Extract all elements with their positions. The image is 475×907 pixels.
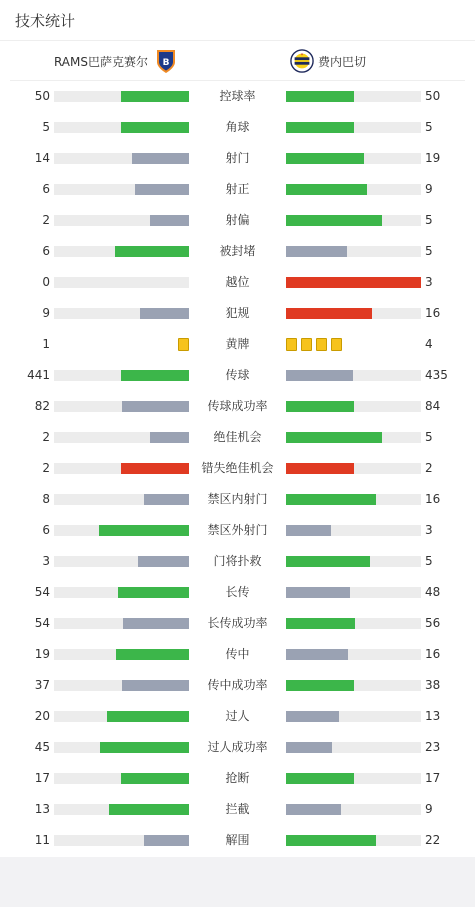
home-bar [150, 215, 189, 226]
away-bar-track [286, 246, 421, 257]
away-bar-track [286, 711, 421, 722]
away-value: 16 [425, 306, 441, 320]
home-yellow-cards [178, 338, 189, 351]
home-value: 11 [34, 833, 50, 847]
team-header [10, 41, 465, 81]
home-value: 6 [42, 182, 50, 196]
stat-label: 长传 [225, 585, 250, 599]
stat-label: 越位 [225, 275, 250, 289]
home-value: 3 [42, 554, 50, 568]
home-bar-track [54, 525, 189, 536]
home-bar-track [54, 773, 189, 784]
home-value: 2 [42, 213, 50, 227]
away-bar-track [286, 835, 421, 846]
stat-label: 错失绝佳机会 [201, 461, 274, 475]
stat-row [0, 360, 475, 391]
stat-label: 拦截 [225, 802, 250, 816]
home-bar-track [54, 463, 189, 474]
stat-label: 控球率 [219, 89, 256, 103]
away-bar-track [286, 742, 421, 753]
section-title: 技术统计 [15, 12, 76, 30]
yellow-card-icon [286, 338, 297, 351]
home-bar-track [54, 370, 189, 381]
home-bar-track [54, 804, 189, 815]
stat-label: 射正 [225, 182, 250, 196]
away-value: 16 [425, 647, 441, 661]
away-value: 9 [425, 182, 433, 196]
away-bar [286, 122, 354, 133]
stat-row [0, 484, 475, 515]
fenerbahce-crest-icon [290, 48, 314, 74]
stat-row [0, 298, 475, 329]
home-bar-track [54, 680, 189, 691]
away-bar [286, 370, 353, 381]
away-bar-track [286, 773, 421, 784]
stat-label: 被封堵 [219, 244, 256, 258]
home-bar [121, 122, 189, 133]
away-value: 5 [425, 244, 433, 258]
stat-row [0, 453, 475, 484]
stat-row [0, 670, 475, 701]
home-bar [99, 525, 189, 536]
yellow-card-icon [178, 338, 189, 351]
home-bar-track [54, 494, 189, 505]
away-bar [286, 773, 354, 784]
away-value: 3 [425, 275, 433, 289]
stat-row [0, 391, 475, 422]
away-bar [286, 587, 350, 598]
home-bar-track [54, 649, 189, 660]
stat-row [0, 174, 475, 205]
away-bar-track [286, 401, 421, 412]
away-team[interactable] [290, 41, 366, 81]
away-value: 435 [425, 368, 448, 382]
stat-label: 门将扑救 [213, 554, 262, 568]
home-bar [121, 370, 189, 381]
stat-row [0, 236, 475, 267]
away-value: 19 [425, 151, 441, 165]
away-yellow-cards [286, 338, 342, 351]
away-bar [286, 804, 341, 815]
away-bar-track [286, 463, 421, 474]
home-bar-track [54, 742, 189, 753]
away-bar-track [286, 587, 421, 598]
home-bar-track [54, 246, 189, 257]
stat-row [0, 608, 475, 639]
yellow-card-icon [331, 338, 342, 351]
yellow-card-icon [301, 338, 312, 351]
away-bar [286, 277, 421, 288]
away-bar-track [286, 525, 421, 536]
away-bar-track [286, 649, 421, 660]
away-bar [286, 401, 354, 412]
home-team[interactable] [54, 41, 178, 81]
home-bar [109, 804, 189, 815]
away-value: 16 [425, 492, 441, 506]
home-bar [150, 432, 189, 443]
away-bar [286, 742, 332, 753]
home-bar [132, 153, 189, 164]
home-bar-track [54, 308, 189, 319]
home-bar [122, 401, 189, 412]
home-team-name: RAMS巴萨克赛尔 [53, 54, 148, 69]
away-bar-track [286, 277, 421, 288]
home-value: 6 [42, 523, 50, 537]
stat-row [0, 81, 475, 112]
stat-label: 抢断 [225, 771, 250, 785]
home-bar-track [54, 835, 189, 846]
home-bar [107, 711, 189, 722]
away-value: 2 [425, 461, 433, 475]
home-bar-track [54, 432, 189, 443]
home-value: 13 [34, 802, 50, 816]
home-bar [135, 184, 189, 195]
home-value: 6 [42, 244, 50, 258]
away-bar [286, 680, 354, 691]
away-bar-track [286, 804, 421, 815]
stat-row [0, 267, 475, 298]
home-value: 20 [34, 709, 50, 723]
home-value: 45 [34, 740, 50, 754]
home-bar-track [54, 122, 189, 133]
stat-label: 绝佳机会 [213, 430, 262, 444]
stat-label: 禁区外射门 [207, 523, 268, 537]
home-value: 9 [42, 306, 50, 320]
home-value: 50 [34, 89, 50, 103]
away-bar-track [286, 556, 421, 567]
stat-row [0, 577, 475, 608]
home-value: 14 [34, 151, 50, 165]
home-value: 1 [42, 337, 50, 351]
home-bar-track [54, 153, 189, 164]
away-value: 4 [425, 337, 433, 351]
away-value: 17 [425, 771, 441, 785]
home-value: 8 [42, 492, 50, 506]
stat-row [0, 205, 475, 236]
stat-label: 射偏 [225, 213, 250, 227]
away-bar-track [286, 680, 421, 691]
home-bar-track [54, 587, 189, 598]
away-team-name: 费内巴切 [318, 54, 367, 69]
away-bar [286, 618, 355, 629]
stat-label: 犯规 [225, 306, 250, 320]
stat-label: 射门 [225, 151, 250, 165]
stat-row [0, 794, 475, 825]
home-bar [118, 587, 189, 598]
away-bar-track [286, 122, 421, 133]
away-bar [286, 184, 367, 195]
stat-row [0, 639, 475, 670]
stat-row [0, 546, 475, 577]
home-bar-track [54, 711, 189, 722]
home-value: 54 [34, 616, 50, 630]
stat-label: 禁区内射门 [207, 492, 268, 506]
home-bar-track [54, 618, 189, 629]
away-value: 56 [425, 616, 441, 630]
stat-row [0, 143, 475, 174]
stat-label: 传中 [225, 647, 250, 661]
stat-label: 过人 [225, 709, 250, 723]
yellow-card-icon [316, 338, 327, 351]
away-value: 3 [425, 523, 433, 537]
home-value: 54 [34, 585, 50, 599]
stat-label: 解围 [225, 833, 250, 847]
stat-label: 传中成功率 [207, 678, 268, 692]
home-bar [115, 246, 189, 257]
stat-row [0, 825, 475, 856]
home-value: 2 [42, 461, 50, 475]
home-bar [121, 773, 189, 784]
away-value: 22 [425, 833, 441, 847]
stat-row [0, 732, 475, 763]
stat-row [0, 763, 475, 794]
away-bar-track [286, 370, 421, 381]
away-value: 5 [425, 430, 433, 444]
home-bar [100, 742, 189, 753]
home-bar [144, 494, 189, 505]
away-value: 38 [425, 678, 441, 692]
stat-label: 长传成功率 [207, 616, 268, 630]
home-bar [122, 680, 189, 691]
away-bar-track [286, 432, 421, 443]
away-bar [286, 246, 347, 257]
stat-label: 传球 [225, 368, 250, 382]
away-bar [286, 494, 376, 505]
away-bar-track [286, 153, 421, 164]
stat-row [0, 422, 475, 453]
away-bar [286, 649, 348, 660]
home-bar-track [54, 215, 189, 226]
away-bar [286, 215, 382, 226]
stat-row [0, 701, 475, 732]
home-bar-track [54, 401, 189, 412]
home-value: 0 [42, 275, 50, 289]
home-bar-track [54, 556, 189, 567]
away-value: 13 [425, 709, 441, 723]
away-value: 5 [425, 213, 433, 227]
home-bar-track [54, 277, 189, 288]
away-value: 9 [425, 802, 433, 816]
away-value: 23 [425, 740, 441, 754]
away-bar [286, 432, 382, 443]
home-value: 5 [42, 120, 50, 134]
away-value: 50 [425, 89, 441, 103]
away-value: 5 [425, 554, 433, 568]
stat-label: 传球成功率 [207, 399, 268, 413]
home-value: 19 [34, 647, 50, 661]
stat-label: 黄牌 [225, 337, 250, 351]
away-bar [286, 835, 376, 846]
page-background [0, 857, 475, 907]
home-bar [123, 618, 189, 629]
away-value: 5 [425, 120, 433, 134]
home-bar [116, 649, 189, 660]
home-bar [140, 308, 189, 319]
stat-list [0, 81, 475, 856]
home-value: 82 [34, 399, 50, 413]
home-value: 37 [34, 678, 50, 692]
away-bar [286, 711, 339, 722]
home-value: 441 [27, 368, 50, 382]
home-value: 17 [34, 771, 50, 785]
away-value: 48 [425, 585, 441, 599]
home-bar [138, 556, 189, 567]
stat-row [0, 329, 475, 360]
away-bar [286, 308, 372, 319]
stat-label: 角球 [225, 120, 250, 134]
home-bar [144, 835, 189, 846]
away-bar [286, 556, 370, 567]
stat-row [0, 112, 475, 143]
home-bar [121, 91, 189, 102]
home-bar-track [54, 91, 189, 102]
away-value: 84 [425, 399, 441, 413]
basaksehir-crest-icon [154, 48, 178, 74]
away-bar [286, 525, 331, 536]
home-bar-track [54, 184, 189, 195]
away-bar-track [286, 494, 421, 505]
away-bar-track [286, 184, 421, 195]
away-bar-track [286, 91, 421, 102]
away-bar [286, 463, 354, 474]
away-bar-track [286, 215, 421, 226]
svg-text:B: B [162, 58, 170, 68]
home-bar [121, 463, 189, 474]
away-bar [286, 91, 354, 102]
stat-row [0, 515, 475, 546]
away-bar [286, 153, 364, 164]
away-bar-track [286, 308, 421, 319]
home-value: 2 [42, 430, 50, 444]
stat-label: 过人成功率 [207, 740, 268, 754]
away-bar-track [286, 618, 421, 629]
